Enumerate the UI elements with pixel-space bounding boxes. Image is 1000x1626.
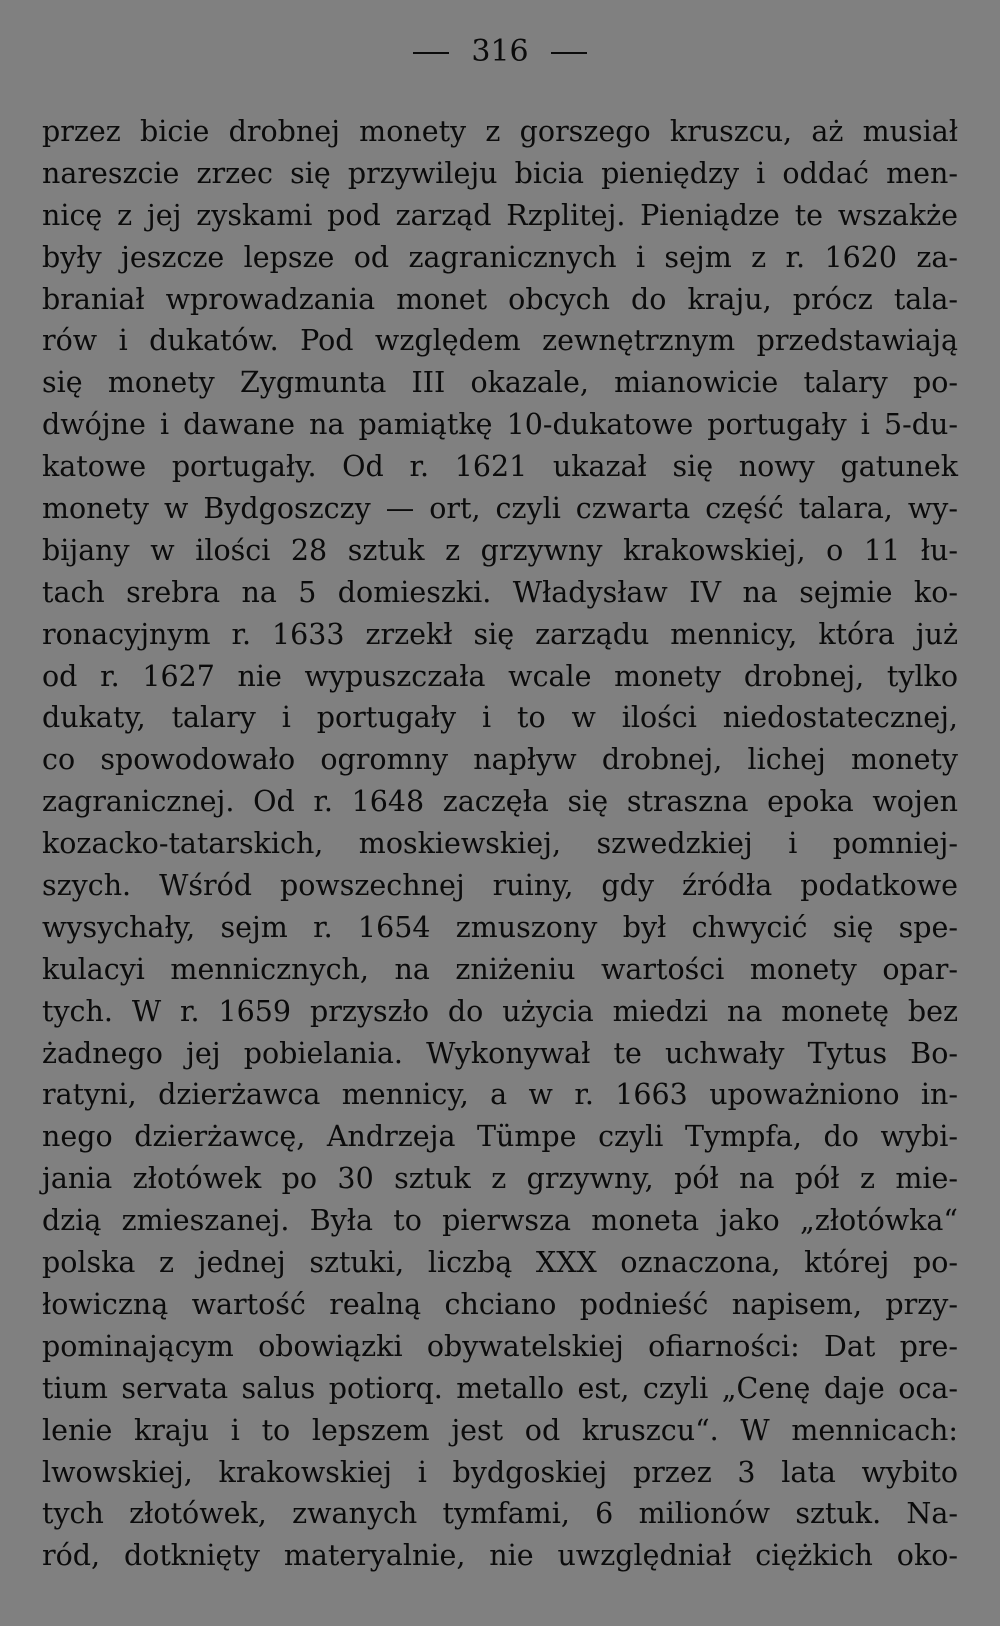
text-line: ronacyjnym r. 1633 zrzekł się zarządu mennicy, która już	[42, 617, 958, 651]
text-line: się monety Zygmunta III okazale, mianowicie talary po-	[42, 366, 958, 400]
text-line: kulacyi mennicznych, na zniżeniu wartości monety opar-	[42, 952, 958, 986]
text-line: lwowskiej, krakowskiej i bydgoskiej przez 3 lata wybito	[42, 1455, 958, 1489]
text-line: przez bicie drobnej monety z gorszego kruszcu, aż musiał	[42, 115, 958, 148]
text-line: kozacko-tatarskich, moskiewskiej, szwedzkiej i pomniej-	[42, 827, 958, 861]
text-line: co spowodowało ogromny napływ drobnej, lichej monety	[42, 743, 958, 777]
text-line: łowiczną wartość realną chciano podnieść napisem, przy-	[42, 1287, 958, 1321]
text-line: nego dzierżawcę, Andrzeja Tümpe czyli Tympfa, do wybi-	[42, 1120, 958, 1154]
text-line: były jeszcze lepsze od zagranicznych i sejm z r. 1620 za-	[42, 240, 958, 274]
text-line: ród, dotknięty materyalnie, nie uwzględniał ciężkich oko-	[42, 1539, 958, 1573]
text-line: lenie kraju i to lepszem jest od kruszcu“. W mennicach:	[42, 1413, 958, 1447]
text-line: nareszcie zrzec się przywileju bicia pieniędzy i oddać men-	[42, 156, 958, 190]
text-line: rów i dukatów. Pod względem zewnętrznym przedstawiają	[42, 324, 958, 358]
text-line: dukaty, talary i portugały i to w ilości niedostatecznej,	[42, 701, 958, 735]
page-number: 316	[471, 34, 529, 69]
text-line: pominającym obowiązki obywatelskiej ofiarności: Dat pre-	[42, 1329, 958, 1363]
left-dash	[413, 52, 449, 54]
text-line: wysychały, sejm r. 1654 zmuszony był chwycić się spe-	[42, 910, 958, 944]
text-line: żadnego jej pobielania. Wykonywał te uchwały Tytus Bo-	[42, 1036, 958, 1070]
right-dash	[551, 52, 587, 54]
text-line: dwójne i dawane na pamiątkę 10-dukatowe portugały i 5-du-	[42, 408, 958, 442]
text-line: polska z jednej sztuki, liczbą XXX oznaczona, której po-	[42, 1246, 958, 1280]
text-line: tych. W r. 1659 przyszło do użycia miedzi na monetę bez	[42, 994, 958, 1028]
text-line: tych złotówek, zwanych tymfami, 6 milionów sztuk. Na-	[42, 1497, 958, 1531]
text-line: zagranicznej. Od r. 1648 zaczęła się straszna epoka wojen	[42, 785, 958, 819]
text-line: szych. Wśród powszechnej ruiny, gdy źródła podatkowe	[42, 869, 958, 903]
text-line: od r. 1627 nie wypuszczała wcale monety drobnej, tylko	[42, 659, 958, 693]
text-line: braniał wprowadzania monet obcych do kraju, prócz tala-	[42, 282, 958, 316]
text-line: jania złotówek po 30 sztuk z grzywny, pół na pół z mie-	[42, 1162, 958, 1196]
text-line: dzią zmieszanej. Była to pierwsza moneta jako „złotówka“	[42, 1204, 958, 1238]
text-line: tium servata salus potiorq. metallo est, czyli „Cenę daje oca-	[42, 1371, 958, 1405]
text-line: ratyni, dzierżawca mennicy, a w r. 1663 upoważniono in-	[42, 1078, 958, 1112]
body-text	[42, 111, 958, 1577]
text-line: bijany w ilości 28 sztuk z grzywny krakowskiej, o 11 łu-	[42, 533, 958, 567]
text-line: monety w Bydgoszczy — ort, czyli czwarta część talara, wy-	[42, 492, 958, 526]
text-line: nicę z jej zyskami pod zarząd Rzplitej. Pieniądze te wszakże	[42, 198, 958, 232]
text-line: tach srebra na 5 domieszki. Władysław IV na sejmie ko-	[42, 575, 958, 609]
page-number-header	[0, 30, 1000, 74]
text-line: katowe portugały. Od r. 1621 ukazał się nowy gatunek	[42, 450, 958, 484]
